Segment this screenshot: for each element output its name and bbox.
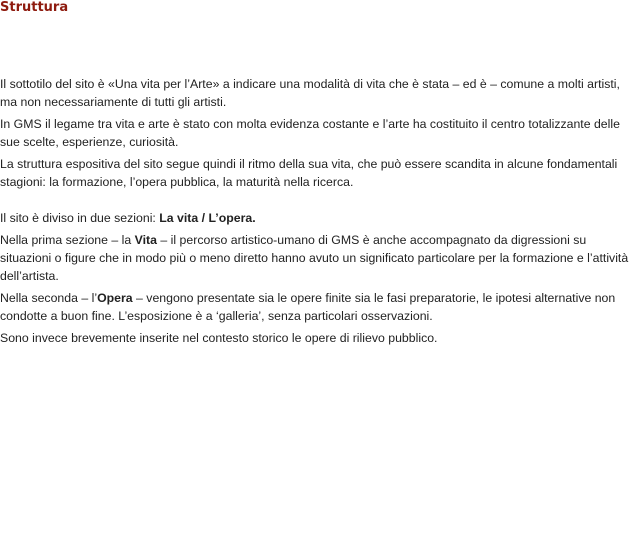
paragraph-structure: La struttura espositiva del sito segue quindi il ritmo della sua vita, che può essere scandita in alcune fondamentali stagioni: la formazione, l’opera pubblica, la maturità nella ricerca. <box>0 157 618 189</box>
page-title: Struttura <box>0 0 69 15</box>
paragraph-opera-section <box>0 289 630 325</box>
article-body <box>0 75 630 351</box>
sections-intro-text: Il sito è diviso in due sezioni: <box>0 211 160 225</box>
opera-prefix: Nella seconda – l’ <box>0 291 98 305</box>
paragraph-vita-section <box>0 231 630 285</box>
paragraph-life-and-art: In GMS il legame tra vita e arte è stato con molta evidenza costante e l’arte ha costituito il centro totalizzante delle sue scelte, esperienze, curiosità. <box>0 117 620 149</box>
vita-prefix: Nella prima sezione – la <box>0 233 135 247</box>
opera-description: – vengono presentate sia le opere finite sia le fasi preparatorie, le ipotesi alternative non condotte a buon fine. L’esposizione è a ‘galleria’, senza particolari osservazioni. <box>0 291 616 323</box>
spacer <box>0 195 630 209</box>
paragraph-subtitle-intro: Il sottotilo del sito è «Una vita per l’Arte» a indicare una modalità di vita che è stata – ed è – comune a molti artisti, ma non necessariamente di tutti gli artisti. <box>0 77 620 109</box>
vita-description: – il percorso artistico-umano di GMS è anche accompagnato da digressioni su situazioni o figure che in modo più o meno diretto hanno avuto un significato particolare per la formazione e l’attività dell’artista. <box>0 233 629 283</box>
paragraph-historical-context: Sono invece brevemente inserite nel contesto storico le opere di rilievo pubblico. <box>0 331 438 345</box>
opera-label: Opera <box>97 291 133 305</box>
vita-label: Vita <box>134 233 157 247</box>
sections-names: La vita / L’opera. <box>159 211 256 225</box>
paragraph-sections <box>0 209 630 227</box>
